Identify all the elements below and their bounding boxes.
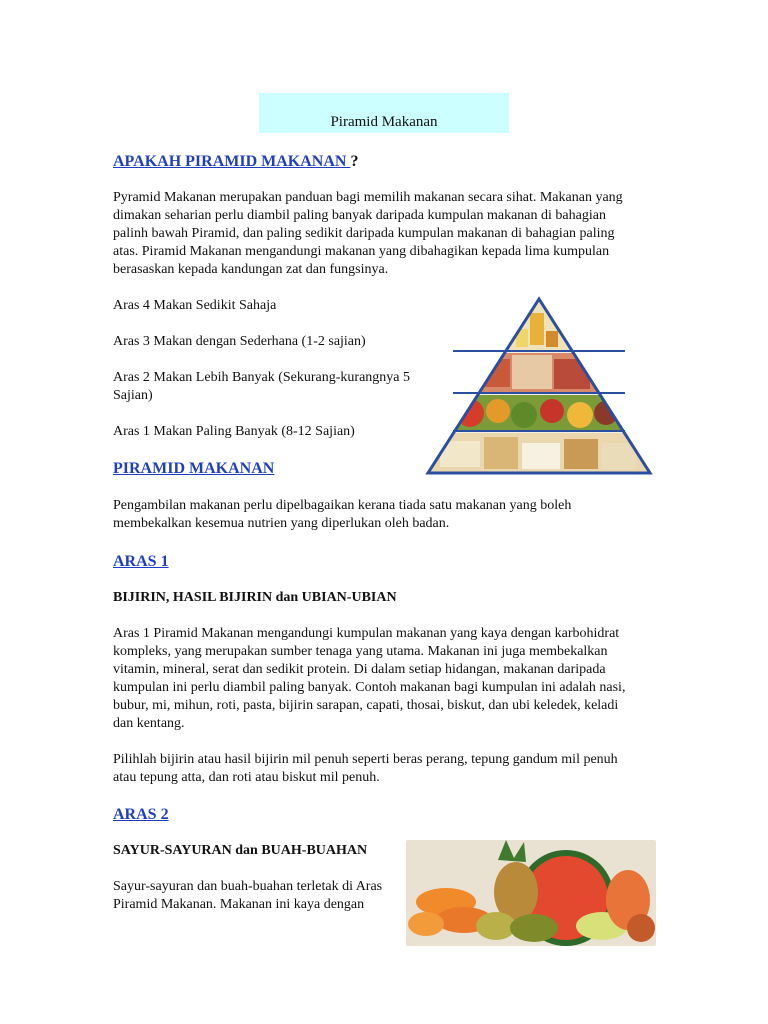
heading-piramid-link[interactable]: PIRAMID MAKANAN (113, 460, 275, 477)
heading-aras-2-link[interactable]: ARAS 2 (113, 806, 169, 823)
aras-1-paragraph-1: Aras 1 Piramid Makanan mengandungi kumpulan makanan yang kaya dengan karbohidrat kompleks, yang merupakan sumber tenaga yang utama. Makanan ini juga membekalkan vitamin, mineral, serat dan sedikit protein. Di dalam setiap hidangan, makanan daripada kumpulan ini perlu diambil paling banyak. Contoh makanan bagi kumpulan ini adalah nasi, bubur, mi, mihun, roti, pasta, bijirin sarapan, capati, thosai, biskut, dan ubi keledek, keladi dan kentang. (113, 626, 626, 731)
heading-question-mark: ? (350, 153, 359, 170)
aras-2-paragraph-1: Sayur-sayuran dan buah-buahan terletak di Aras Piramid Makanan. Makanan ini kaya dengan (113, 879, 383, 912)
level-2-text: Aras 2 Makan Lebih Banyak (Sekurang-kurangnya 5 Sajian) (113, 370, 411, 403)
aras-2-subheading: SAYUR-SAYURAN dan BUAH-BUAHAN (113, 843, 368, 858)
heading-apakah-link[interactable]: APAKAH PIRAMID MAKANAN (113, 153, 351, 170)
heading-aras-1 (113, 553, 169, 571)
level-4-text: Aras 4 Makan Sedikit Sahaja (113, 298, 277, 313)
page-title-box (259, 93, 509, 133)
heading-aras-2 (113, 806, 169, 824)
fruits-image (406, 840, 656, 946)
page-title: Piramid Makanan (330, 114, 438, 130)
aras-1-subheading: BIJIRIN, HASIL BIJIRIN dan UBIAN-UBIAN (113, 590, 397, 605)
aras-1-paragraph-2: Pilihlah bijirin atau hasil bijirin mil penuh seperti beras perang, tepung gandum mil penuh atau tepung atta, dan roti atau biskut mil penuh. (113, 752, 618, 785)
heading-piramid (113, 460, 274, 478)
piramid-paragraph: Pengambilan makanan perlu dipelbagaikan kerana tiada satu makanan yang boleh membekalkan kesemua nutrien yang diperlukan oleh badan. (113, 498, 572, 531)
level-1-text: Aras 1 Makan Paling Banyak (8-12 Sajian) (113, 424, 355, 439)
level-3-text: Aras 3 Makan dengan Sederhana (1-2 sajian) (113, 334, 366, 349)
heading-aras-1-link[interactable]: ARAS 1 (113, 553, 169, 570)
food-pyramid-image (420, 293, 658, 480)
heading-apakah (113, 153, 358, 171)
intro-paragraph: Pyramid Makanan merupakan panduan bagi memilih makanan secara sihat. Makanan yang dimakan seharian perlu diambil paling banyak daripada kumpulan makanan di bahagian palinh bawah Piramid, dan paling sedikit daripada kumpulan makanan di bahagian paling atas. Piramid Makanan mengandungi makanan yang dibahagikan kepada lima kumpulan berasaskan kepada kandungan zat dan fungsinya. (113, 190, 623, 277)
